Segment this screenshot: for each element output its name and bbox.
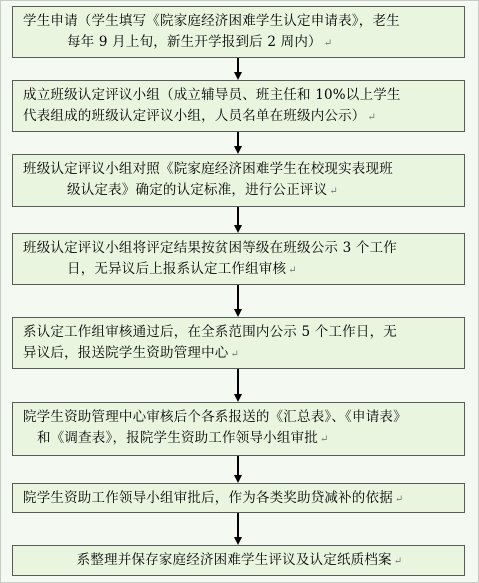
step-1-line-2-text: 每年 9 月上旬，新生开学报到后 2 周内） xyxy=(67,34,322,50)
step-5-line-2 xyxy=(23,343,456,365)
step-4-line-2 xyxy=(23,259,456,281)
step-3-line-2 xyxy=(23,180,456,202)
step-3-line-2-text: 级认定表》确定的认定标准，进行公正评议 xyxy=(67,182,328,198)
paragraph-mark-icon: ↵ xyxy=(319,434,329,445)
paragraph-mark-icon: ↵ xyxy=(367,112,377,123)
paragraph-mark-icon: ↵ xyxy=(394,494,404,505)
step-2-line-1: 成立班级认定评议小组（成立辅导员、班主任和 10%以上学生 xyxy=(23,87,401,103)
step-7-line-1-text: 院学生资助工作领导小组审批后，作为各类奖助贷减补的依据 xyxy=(23,490,393,506)
step-8-line-1-text: 系整理并保存家庭经济困难学生评议及认定纸质档案 xyxy=(76,552,392,568)
step-2-box xyxy=(12,80,465,132)
step-8-line-1 xyxy=(23,550,456,572)
step-5-line-2-text: 异议后，报送院学生资助管理中心 xyxy=(23,345,229,361)
step-5-line-1: 系认定工作组审核通过后，在全系范围内公示 5 个工作日，无 xyxy=(23,324,397,340)
step-1-box xyxy=(12,6,465,58)
step-6-line-2 xyxy=(23,428,456,450)
paragraph-mark-icon: ↵ xyxy=(329,186,338,197)
paragraph-mark-icon: ↵ xyxy=(323,38,333,49)
step-1-line-2 xyxy=(23,32,456,54)
paragraph-mark-icon: ↵ xyxy=(288,265,297,276)
step-4-box xyxy=(12,233,465,285)
step-1-line-1: 学生申请（学生填写《院家庭经济困难学生认定申请表》，老生 xyxy=(23,13,400,29)
step-5-box xyxy=(12,317,465,369)
step-6-line-1: 院学生资助管理中心审核后个各系报送的《汇总表》、《申请表》 xyxy=(23,409,407,425)
step-8-box xyxy=(12,545,465,576)
step-6-line-2-text: 和《调查表》，报院学生资助工作领导小组审批 xyxy=(37,430,318,446)
step-4-line-2-text: 日，无异议后上报系认定工作组审核 xyxy=(67,261,287,277)
step-2-line-2 xyxy=(23,106,456,128)
step-6-box xyxy=(12,402,465,456)
step-2-line-2-text: 代表组成的班级认定评议小组，人员名单在班级内公示） xyxy=(23,108,366,124)
paragraph-mark-icon: ↵ xyxy=(230,349,240,360)
step-7-line-1 xyxy=(23,488,456,510)
step-3-box xyxy=(12,154,465,207)
step-4-line-1: 班级认定评议小组将评定结果按贫困等级在班级公示 3 个工作 xyxy=(23,240,397,256)
step-3-line-1: 班级认定评议小组对照《院家庭经济困难学生在校现实表现班 xyxy=(23,161,393,177)
paragraph-mark-icon: ↵ xyxy=(393,556,403,567)
step-7-box xyxy=(12,483,465,513)
